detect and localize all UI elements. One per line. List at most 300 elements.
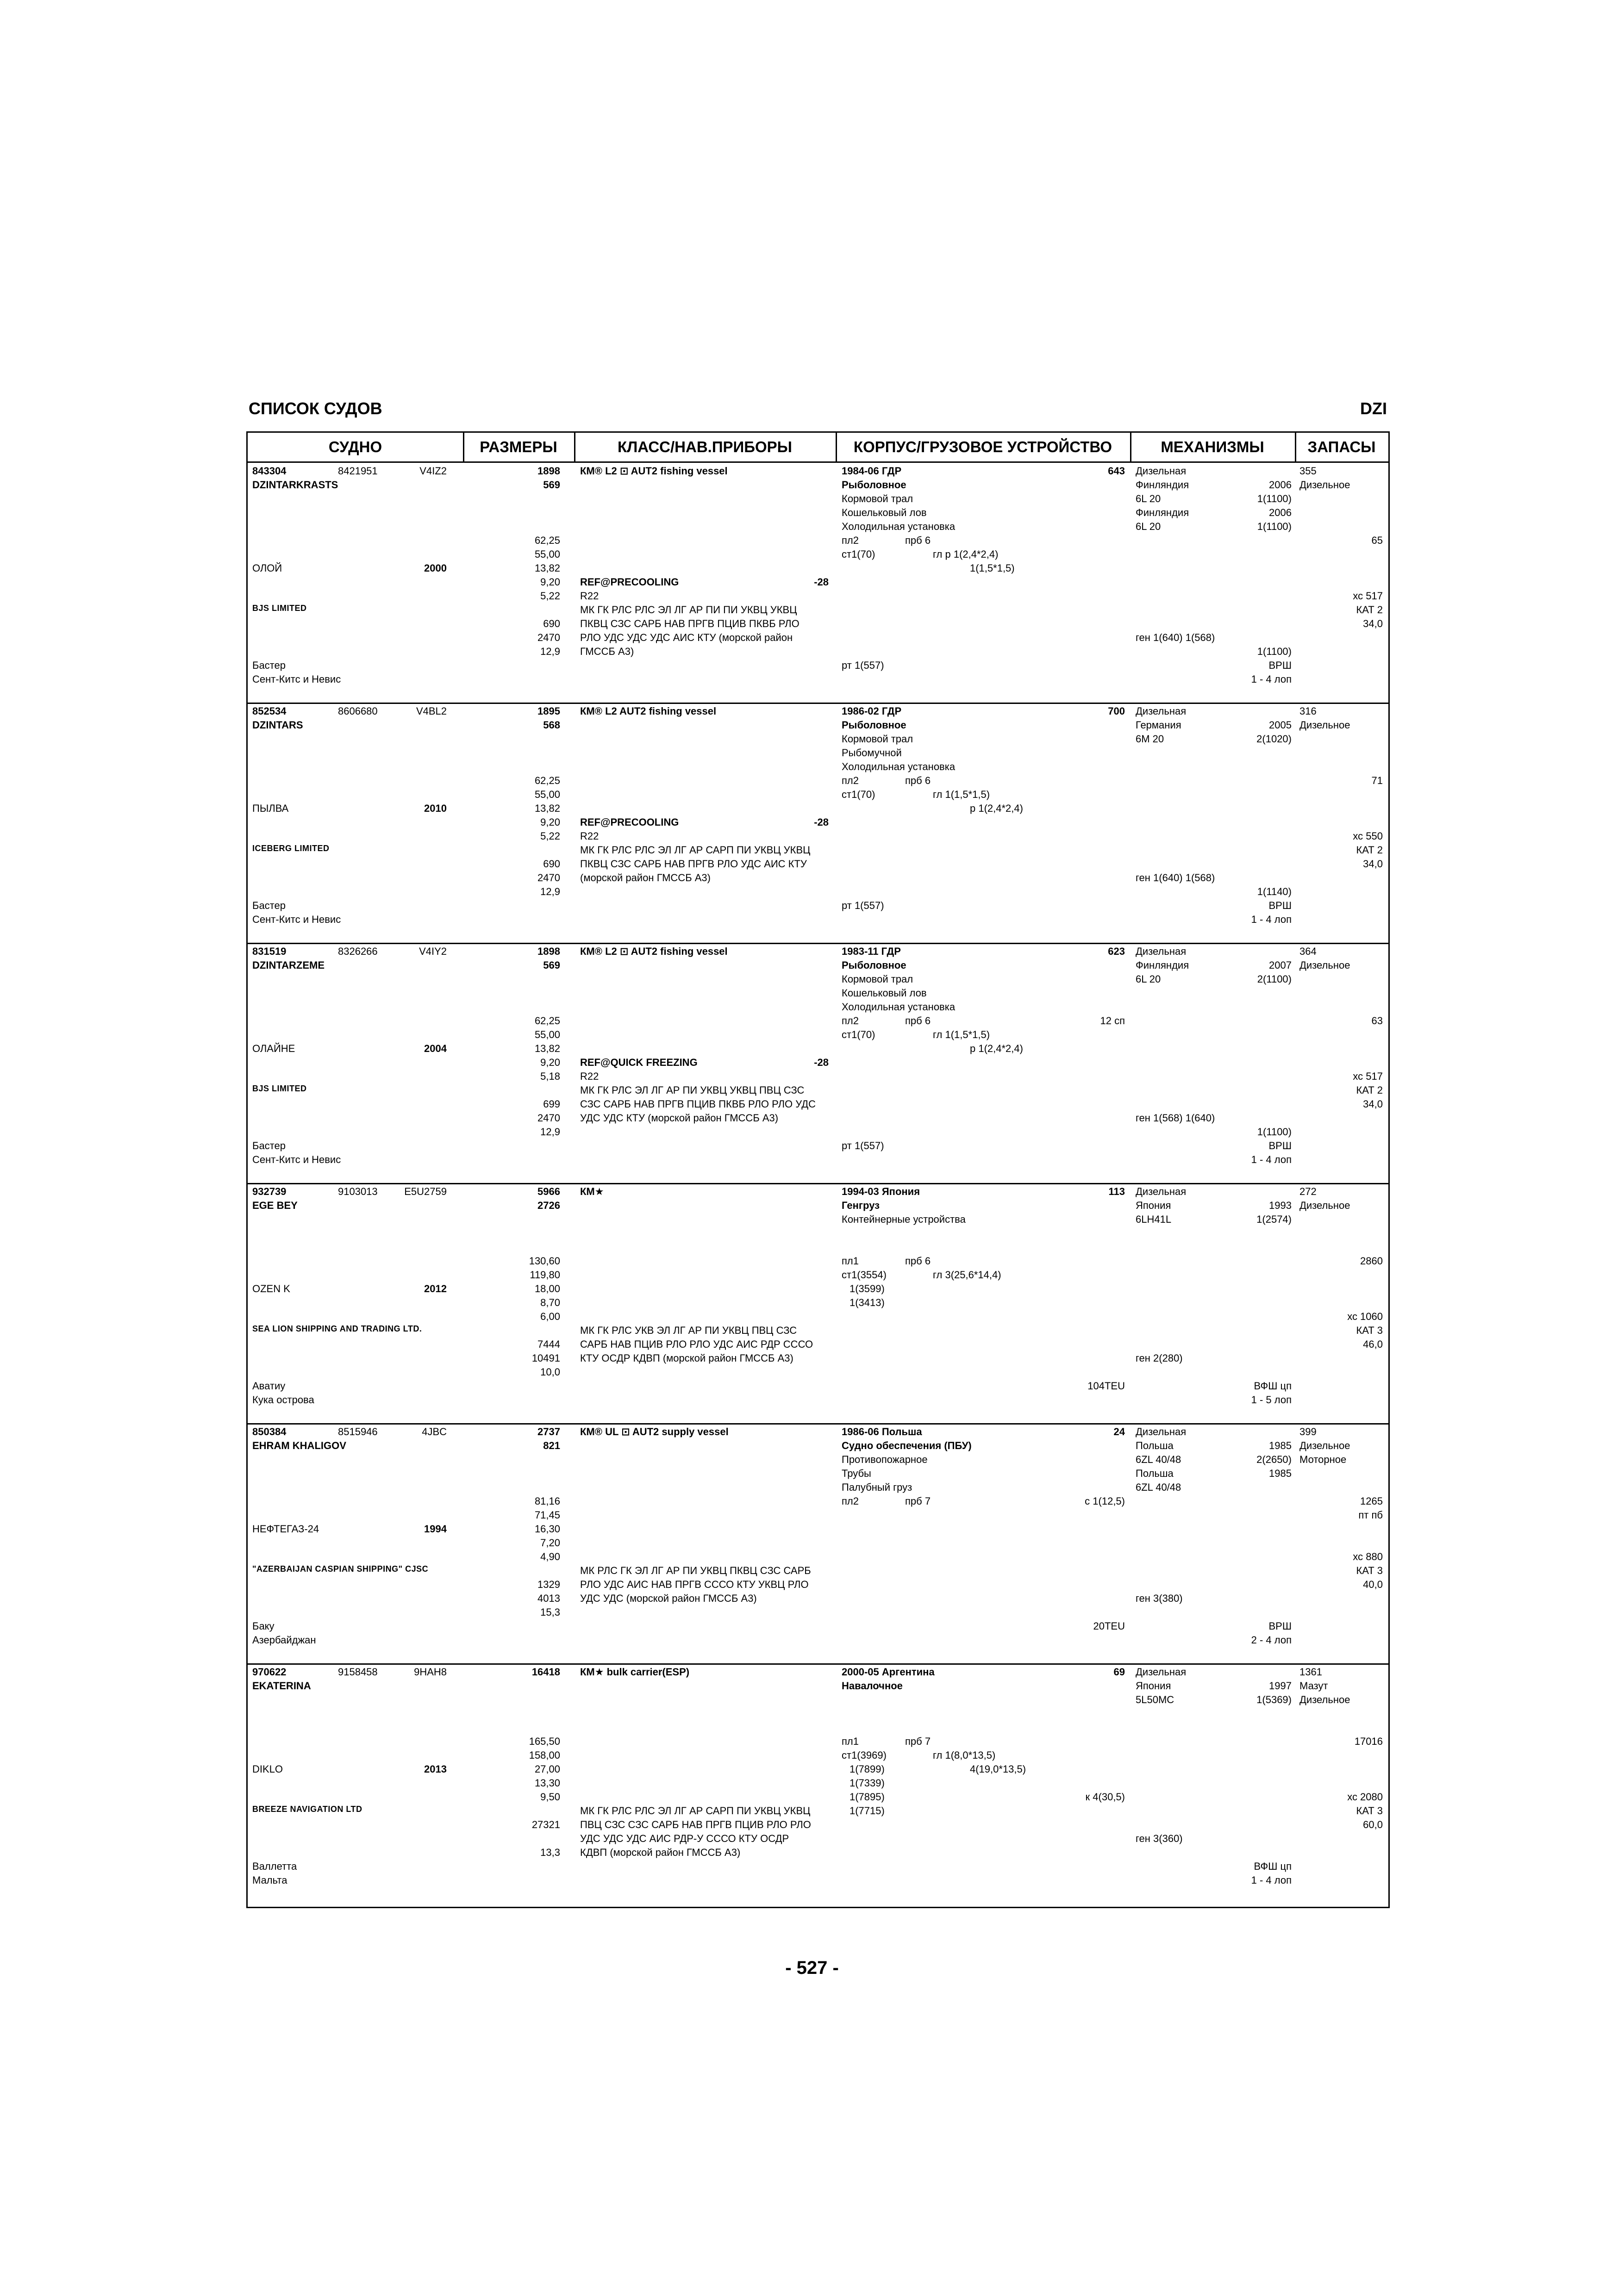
ship-name: DZINTARZEME xyxy=(252,959,325,971)
hold-capacity: 1(7899) xyxy=(849,1763,885,1775)
hull-type-line: Холодильная установка xyxy=(842,761,956,772)
engine-line: 6ZL 40/48 xyxy=(1136,1481,1181,1493)
fuel-stock: 399 xyxy=(1299,1426,1317,1437)
fuel-capacity: 71 xyxy=(1371,775,1383,786)
size-loa: 62,25 xyxy=(534,1015,560,1027)
bulkheads: прб 7 xyxy=(905,1495,931,1507)
size-depth: 13,30 xyxy=(534,1777,560,1789)
build-year-country: 1986-06 Польша xyxy=(842,1426,922,1437)
engine-line: 5L50MC xyxy=(1136,1694,1174,1705)
generator-line: ген 3(380) xyxy=(1136,1593,1183,1604)
engine-line: Дизельная xyxy=(1136,946,1187,957)
port-of-registry: Бастер xyxy=(252,660,286,671)
imo-number: 9103013 xyxy=(338,1186,378,1197)
engine-value: 2(1020) xyxy=(1256,733,1292,745)
engine-value: 2(2650) xyxy=(1256,1454,1292,1465)
generator-line: ген 3(360) xyxy=(1136,1833,1183,1844)
generator-line: 1(1100) xyxy=(1257,1126,1292,1138)
rt-capacity: рт 1(557) xyxy=(842,1140,884,1151)
engine-value: 2(1100) xyxy=(1257,973,1292,985)
former-name-year: 2000 xyxy=(424,562,447,574)
nav-equipment-line: ПВЦ СЗС СЗС САРБ НАВ ПРГВ ПЦИВ РЛО РЛО xyxy=(580,1819,811,1830)
section-code: DZI xyxy=(1360,399,1387,418)
bulkheads: прб 6 xyxy=(905,535,931,546)
hull-type-line: Холодильная установка xyxy=(842,521,956,532)
size-dw: 7444 xyxy=(537,1338,560,1350)
call-sign: V4BL2 xyxy=(416,705,447,717)
size-depth: 9,20 xyxy=(540,576,560,588)
hull-type-line: Рыболовное xyxy=(842,719,906,731)
hull-type-line: Контейнерные устройства xyxy=(842,1213,966,1225)
build-year-country: 2000-05 Аргентина xyxy=(842,1666,935,1678)
size-loa: 130,60 xyxy=(529,1255,560,1267)
former-name-year: 2004 xyxy=(424,1043,447,1054)
imo-number: 8515946 xyxy=(338,1426,378,1437)
fuel-type: Дизельное xyxy=(1299,1200,1350,1211)
flag: Мальта xyxy=(252,1874,287,1886)
size-lbp: 71,45 xyxy=(534,1509,560,1521)
nav-equipment-line: МК ГК РЛС РЛС ЭЛ ЛГ АР САРП ПИ УКВЦ УКВЦ xyxy=(580,844,811,856)
column-header-hull: КОРПУС/ГРУЗОВОЕ УСТРОЙСТВО xyxy=(853,438,1112,455)
size-dw: 27321 xyxy=(531,1819,560,1830)
fuel-capacity: 2860 xyxy=(1360,1255,1383,1267)
reg-number: 843304 xyxy=(252,465,287,477)
engine-value: 2006 xyxy=(1269,507,1292,518)
owner: BREEZE NAVIGATION LTD xyxy=(252,1804,362,1814)
engine-value: 2007 xyxy=(1269,959,1292,971)
column-header-stores: ЗАПАСЫ xyxy=(1307,438,1376,455)
nav-equipment-line: (морской район ГМССБ А3) xyxy=(580,872,711,884)
cranes: к 4(30,5) xyxy=(1085,1791,1125,1803)
propulsion: ВРШ xyxy=(1268,1140,1292,1151)
nav-equipment-line: САРБ НАВ ПЦИВ РЛО РЛО УДС АИС РДР СССО xyxy=(580,1338,813,1350)
imo-number: 8326266 xyxy=(338,946,378,957)
holds: ст1(3554) xyxy=(842,1269,887,1281)
class-notation: КМ★ xyxy=(580,1186,604,1197)
hatches: гл р 1(2,4*2,4) xyxy=(933,548,999,560)
generator-line: 1(1140) xyxy=(1257,886,1292,897)
former-name: ОЛОЙ xyxy=(252,562,282,574)
decks: пл1 xyxy=(842,1736,859,1747)
ship-name: DZINTARS xyxy=(252,719,303,731)
imo-number: 8606680 xyxy=(338,705,378,717)
page-number: - 527 - xyxy=(785,1958,839,1978)
engine-line: 6L 20 xyxy=(1136,493,1161,504)
flag: Сент-Китс и Невис xyxy=(252,914,341,925)
net-tonnage: 821 xyxy=(543,1440,560,1451)
size-depth: 7,20 xyxy=(540,1537,560,1549)
entry-divider xyxy=(248,1183,1388,1184)
horsepower: хс 2080 xyxy=(1347,1791,1383,1803)
size-speed: 12,9 xyxy=(540,1126,560,1138)
former-name-year: 1994 xyxy=(424,1523,447,1535)
fuel-type: Дизельное xyxy=(1299,719,1350,731)
engine-value: 1985 xyxy=(1269,1468,1292,1479)
refrigerant: R22 xyxy=(580,830,599,842)
owner: "AZERBAIJAN CASPIAN SHIPPING" CJSC xyxy=(252,1564,429,1574)
port-of-registry: Валлетта xyxy=(252,1860,297,1872)
size-displ: 2470 xyxy=(537,872,560,884)
crew-count: 24 xyxy=(1113,1426,1125,1437)
former-name: OZEN K xyxy=(252,1283,290,1294)
owner: ICEBERG LIMITED xyxy=(252,844,330,853)
propeller-blades: 2 - 4 лоп xyxy=(1251,1634,1292,1646)
holds: ст1(70) xyxy=(842,1029,875,1040)
size-breadth: 13,82 xyxy=(534,562,560,574)
class-notation: КМ® UL ⊡ AUT2 supply vessel xyxy=(580,1426,729,1437)
size-loa: 62,25 xyxy=(534,535,560,546)
engine-value: 2006 xyxy=(1269,479,1292,491)
category: КАТ 2 xyxy=(1356,604,1383,616)
fuel-capacity: 65 xyxy=(1371,535,1383,546)
column-header-ship: СУДНО xyxy=(328,438,382,455)
hold-capacity: 1(3413) xyxy=(849,1297,885,1308)
engine-line: Япония xyxy=(1136,1200,1171,1211)
nav-equipment-line: РЛО УДС УДС УДС АИС КТУ (морской район xyxy=(580,632,793,643)
hatches: гл 1(1,5*1,5) xyxy=(933,789,990,800)
hull-type-line: Трубы xyxy=(842,1468,871,1479)
column-divider xyxy=(836,433,837,461)
size-lbp: 55,00 xyxy=(534,548,560,560)
size-breadth: 18,00 xyxy=(534,1283,560,1294)
flag: Азербайджан xyxy=(252,1634,316,1646)
category: КАТ 2 xyxy=(1356,844,1383,856)
refrigeration-class: REF@PRECOOLING xyxy=(580,576,679,588)
propeller-blades: 1 - 4 лоп xyxy=(1251,914,1292,925)
size-dw: 690 xyxy=(543,858,560,870)
reg-number: 850384 xyxy=(252,1426,287,1437)
ship-name: EGE BEY xyxy=(252,1200,298,1211)
reg-number: 831519 xyxy=(252,946,287,957)
engine-line: 6M 20 xyxy=(1136,733,1164,745)
fuel-capacity: 63 xyxy=(1371,1015,1383,1027)
hatches: гл 3(25,6*14,4) xyxy=(933,1269,1001,1281)
size-depth: 9,20 xyxy=(540,1057,560,1068)
hatches-extra: 1(1,5*1,5) xyxy=(970,562,1015,574)
category: КАТ 2 xyxy=(1356,1084,1383,1096)
build-year-country: 1984-06 ГДР xyxy=(842,465,902,477)
size-dw: 690 xyxy=(543,618,560,629)
propeller-blades: 1 - 4 лоп xyxy=(1251,673,1292,685)
engine-value: 1985 xyxy=(1269,1440,1292,1451)
category-value: 46,0 xyxy=(1363,1338,1383,1350)
net-tonnage: 568 xyxy=(543,719,560,731)
hull-type-line: Кормовой трал xyxy=(842,493,913,504)
column-header-class: КЛАСС/НАВ.ПРИБОРЫ xyxy=(618,438,792,455)
category-value: 40,0 xyxy=(1363,1579,1383,1590)
nav-equipment-line: СЗС САРБ НАВ ПРГВ ПЦИВ ПКВБ РЛО РЛО УДС xyxy=(580,1098,816,1110)
size-draft: 5,18 xyxy=(540,1070,560,1082)
category-value: 34,0 xyxy=(1363,858,1383,870)
ship-name: EHRAM KHALIGOV xyxy=(252,1440,346,1451)
hatches-extra: р 1(2,4*2,4) xyxy=(970,1043,1023,1054)
size-breadth: 16,30 xyxy=(534,1523,560,1535)
crew-count: 69 xyxy=(1113,1666,1125,1678)
engine-line: Дизельная xyxy=(1136,1186,1187,1197)
deck-extra: с 1(12,5) xyxy=(1085,1495,1125,1507)
engine-value: 1(1100) xyxy=(1257,521,1292,532)
entry-divider xyxy=(248,1663,1388,1665)
propeller-blades: 1 - 4 лоп xyxy=(1251,1874,1292,1886)
flag: Кука острова xyxy=(252,1394,314,1406)
fuel-stock: 316 xyxy=(1299,705,1317,717)
engine-line: Япония xyxy=(1136,1680,1171,1692)
fuel-type: Дизельное xyxy=(1299,1694,1350,1705)
crew-count: 113 xyxy=(1108,1186,1125,1197)
hull-type-line: Судно обеспечения (ПБУ) xyxy=(842,1440,972,1451)
gross-tonnage: 1895 xyxy=(537,705,560,717)
holds: ст1(3969) xyxy=(842,1749,887,1761)
column-divider xyxy=(574,433,575,461)
engine-line: Дизельная xyxy=(1136,465,1187,477)
size-lbp: 158,00 xyxy=(529,1749,560,1761)
former-name-year: 2010 xyxy=(424,803,447,814)
size-speed: 15,3 xyxy=(540,1606,560,1618)
engine-value: 1(5369) xyxy=(1256,1694,1292,1705)
fuel-type: Дизельное xyxy=(1299,1440,1350,1451)
class-notation: КМ® L2 ⊡ AUT2 fishing vessel xyxy=(580,946,728,957)
category-value: 60,0 xyxy=(1363,1819,1383,1830)
size-loa: 165,50 xyxy=(529,1736,560,1747)
column-divider xyxy=(463,433,464,461)
engine-line: Финляндия xyxy=(1136,507,1189,518)
bulkheads: прб 6 xyxy=(905,1255,931,1267)
refrigeration-temp: -28 xyxy=(814,1057,829,1068)
build-year-country: 1986-02 ГДР xyxy=(842,705,902,717)
rt-capacity: рт 1(557) xyxy=(842,660,884,671)
category: КАТ 3 xyxy=(1356,1325,1383,1336)
gross-tonnage: 2737 xyxy=(537,1426,560,1437)
column-divider xyxy=(1295,433,1296,461)
category-value: 34,0 xyxy=(1363,1098,1383,1110)
refrigeration-temp: -28 xyxy=(814,576,829,588)
hull-type-line: Генгруз xyxy=(842,1200,880,1211)
generator-line: ген 1(640) 1(568) xyxy=(1136,872,1215,884)
fuel-type: Мазут xyxy=(1299,1680,1328,1692)
hull-type-line: Рыболовное xyxy=(842,959,906,971)
nav-equipment-line: РЛО УДС АИС НАВ ПРГВ СССО КТУ УКВЦ РЛО xyxy=(580,1579,809,1590)
flag: Сент-Китс и Невис xyxy=(252,673,341,685)
teu-capacity: 104TEU xyxy=(1087,1380,1125,1392)
hull-type-line: Холодильная установка xyxy=(842,1001,956,1013)
category-value: 34,0 xyxy=(1363,618,1383,629)
hatches-extra: 4(19,0*13,5) xyxy=(970,1763,1026,1775)
fuel-stock: 364 xyxy=(1299,946,1317,957)
nav-equipment-line: МК РЛС ГК ЭЛ ЛГ АР ПИ УКВЦ ПКВЦ СЗС САРБ xyxy=(580,1565,811,1576)
teu-capacity: 20TEU xyxy=(1093,1620,1125,1632)
gross-tonnage: 16418 xyxy=(531,1666,560,1678)
decks: пл2 xyxy=(842,535,859,546)
hull-type-line: Кошельковый лов xyxy=(842,987,927,999)
holds: ст1(70) xyxy=(842,548,875,560)
propulsion: ВРШ xyxy=(1268,900,1292,911)
nav-equipment-line: КДВП (морской район ГМССБ А3) xyxy=(580,1847,741,1858)
size-loa: 81,16 xyxy=(534,1495,560,1507)
net-tonnage: 2726 xyxy=(537,1200,560,1211)
generator-line: ген 2(280) xyxy=(1136,1352,1183,1364)
holds: ст1(70) xyxy=(842,789,875,800)
generator-line: ген 1(640) 1(568) xyxy=(1136,632,1215,643)
size-speed: 12,9 xyxy=(540,646,560,657)
fuel-stock: 272 xyxy=(1299,1186,1317,1197)
owner: BJS LIMITED xyxy=(252,604,307,613)
fuel-stock: 1361 xyxy=(1299,1666,1322,1678)
size-speed: 10,0 xyxy=(540,1366,560,1378)
hold-capacity: 1(7895) xyxy=(849,1791,885,1803)
decks: пл1 xyxy=(842,1255,859,1267)
former-name: DIKLO xyxy=(252,1763,283,1775)
hatches-extra: р 1(2,4*2,4) xyxy=(970,803,1023,814)
call-sign: V4IY2 xyxy=(419,946,447,957)
former-name: НЕФТЕГАЗ-24 xyxy=(252,1523,319,1535)
fuel-type: Дизельное xyxy=(1299,479,1350,491)
port-of-registry: Аватиу xyxy=(252,1380,286,1392)
decks: пл2 xyxy=(842,775,859,786)
size-breadth: 27,00 xyxy=(534,1763,560,1775)
nav-equipment-line: МК ГК РЛС РЛС ЭЛ ЛГ АР ПИ ПИ УКВЦ УКВЦ xyxy=(580,604,797,616)
class-notation: КМ® L2 AUT2 fishing vessel xyxy=(580,705,717,717)
ship-name: DZINTARKRASTS xyxy=(252,479,338,491)
horsepower: хс 1060 xyxy=(1347,1311,1383,1322)
decks: пл2 xyxy=(842,1495,859,1507)
engine-line: Польша xyxy=(1136,1468,1174,1479)
former-name-year: 2012 xyxy=(424,1283,447,1294)
former-name: ПЫЛВА xyxy=(252,803,289,814)
hull-type-line: Палубный груз xyxy=(842,1481,912,1493)
engine-value: 1997 xyxy=(1269,1680,1292,1692)
header-divider xyxy=(248,461,1388,463)
entry-divider xyxy=(248,703,1388,704)
engine-line: 6LH41L xyxy=(1136,1213,1172,1225)
size-draft: 9,50 xyxy=(540,1791,560,1803)
refrigeration-class: REF@QUICK FREEZING xyxy=(580,1057,698,1068)
port-of-registry: Бастер xyxy=(252,1140,286,1151)
imo-number: 9158458 xyxy=(338,1666,378,1678)
fuel-stock: 355 xyxy=(1299,465,1317,477)
size-draft: 5,22 xyxy=(540,590,560,602)
nav-equipment-line: УДС УДС (морской район ГМССБ А3) xyxy=(580,1593,757,1604)
horsepower: хс 880 xyxy=(1353,1551,1383,1562)
refrigeration-class: REF@PRECOOLING xyxy=(580,816,679,828)
engine-line: Финляндия xyxy=(1136,959,1189,971)
bulkheads: прб 6 xyxy=(905,1015,931,1027)
owner: SEA LION SHIPPING AND TRADING LTD. xyxy=(252,1324,422,1333)
port-of-registry: Баку xyxy=(252,1620,275,1632)
gross-tonnage: 1898 xyxy=(537,946,560,957)
engine-value: 2005 xyxy=(1269,719,1292,731)
owner: BJS LIMITED xyxy=(252,1084,307,1093)
size-displ: 2470 xyxy=(537,632,560,643)
category: КАТ 3 xyxy=(1356,1805,1383,1817)
engine-line: 6L 20 xyxy=(1136,973,1161,985)
refrigeration-temp: -28 xyxy=(814,816,829,828)
hull-type-line: Кормовой трал xyxy=(842,733,913,745)
hatches: гл 1(1,5*1,5) xyxy=(933,1029,990,1040)
gross-tonnage: 5966 xyxy=(537,1186,560,1197)
crew-count: 623 xyxy=(1108,946,1125,957)
ship-register-table xyxy=(246,431,1390,1908)
nav-equipment-line: МК ГК РЛС ЭЛ ЛГ АР ПИ УКВЦ УКВЦ ПВЦ СЗС xyxy=(580,1084,805,1096)
former-name-year: 2013 xyxy=(424,1763,447,1775)
category: КАТ 3 xyxy=(1356,1565,1383,1576)
net-tonnage: 569 xyxy=(543,959,560,971)
hull-type-line: Кошельковый лов xyxy=(842,507,927,518)
fuel-type: Дизельное xyxy=(1299,959,1350,971)
engine-line: Дизельная xyxy=(1136,1426,1187,1437)
size-dw: 699 xyxy=(543,1098,560,1110)
hatches: гл 1(8,0*13,5) xyxy=(933,1749,996,1761)
propeller-blades: 1 - 4 лоп xyxy=(1251,1154,1292,1165)
generator-line: ген 1(568) 1(640) xyxy=(1136,1112,1215,1124)
hull-type-line: Рыбомучной xyxy=(842,747,902,759)
port-of-registry: Бастер xyxy=(252,900,286,911)
ship-name: EKATERINA xyxy=(252,1680,311,1692)
bulkheads: прб 6 xyxy=(905,775,931,786)
rt-capacity: рт 1(557) xyxy=(842,900,884,911)
fuel-grade: пт пб xyxy=(1358,1509,1383,1521)
decks: пл2 xyxy=(842,1015,859,1027)
deck-extra: 12 сп xyxy=(1100,1015,1125,1027)
propulsion: ВРШ xyxy=(1268,660,1292,671)
engine-line: Дизельная xyxy=(1136,1666,1187,1678)
bulkheads: прб 7 xyxy=(905,1736,931,1747)
column-header-sizes: РАЗМЕРЫ xyxy=(480,438,557,455)
horsepower: хс 517 xyxy=(1353,590,1383,602)
engine-line: 6L 20 xyxy=(1136,521,1161,532)
entry-divider xyxy=(248,943,1388,944)
hold-capacity: 1(7715) xyxy=(849,1805,885,1817)
size-depth: 8,70 xyxy=(540,1297,560,1308)
size-breadth: 13,82 xyxy=(534,803,560,814)
call-sign: V4IZ2 xyxy=(419,465,447,477)
entry-divider xyxy=(248,1423,1388,1425)
call-sign: E5U2759 xyxy=(404,1186,447,1197)
propeller-blades: 1 - 5 лоп xyxy=(1251,1394,1292,1406)
former-name: ОЛАЙНЕ xyxy=(252,1043,295,1054)
column-header-machinery: МЕХАНИЗМЫ xyxy=(1161,438,1264,455)
nav-equipment-line: ПКВЦ СЗС САРБ НАВ ПРГВ РЛО УДС АИС КТУ xyxy=(580,858,807,870)
imo-number: 8421951 xyxy=(338,465,378,477)
size-lbp: 119,80 xyxy=(530,1269,560,1281)
size-draft: 4,90 xyxy=(540,1551,560,1562)
build-year-country: 1994-03 Япония xyxy=(842,1186,920,1197)
engine-line: Финляндия xyxy=(1136,479,1189,491)
propulsion: ВФШ цп xyxy=(1254,1380,1292,1392)
nav-equipment-line: МК ГК РЛС РЛС ЭЛ ЛГ АР САРП ПИ УКВЦ УКВЦ xyxy=(580,1805,811,1817)
nav-equipment-line: ПКВЦ СЗС САРБ НАВ ПРГВ ПЦИВ ПКВБ РЛО xyxy=(580,618,800,629)
nav-equipment-line: ГМССБ А3) xyxy=(580,646,634,657)
size-displ: 4013 xyxy=(537,1593,560,1604)
nav-equipment-line: УДС УДС КТУ (морской район ГМССБ А3) xyxy=(580,1112,779,1124)
hold-capacity: 1(7339) xyxy=(849,1777,885,1789)
size-speed: 12,9 xyxy=(540,886,560,897)
size-draft: 5,22 xyxy=(540,830,560,842)
class-notation: КМ® L2 ⊡ AUT2 fishing vessel xyxy=(580,465,728,477)
size-breadth: 13,82 xyxy=(534,1043,560,1054)
size-lbp: 55,00 xyxy=(534,1029,560,1040)
build-year-country: 1983-11 ГДР xyxy=(842,946,901,957)
crew-count: 643 xyxy=(1108,465,1125,477)
hull-type-line: Рыболовное xyxy=(842,479,906,491)
engine-value: 1(1100) xyxy=(1257,493,1292,504)
horsepower: хс 517 xyxy=(1353,1070,1383,1082)
engine-line: Польша xyxy=(1136,1440,1174,1451)
engine-line: Дизельная xyxy=(1136,705,1187,717)
nav-equipment-line: УДС УДС УДС АИС РДР-У СССО КТУ ОСДР xyxy=(580,1833,789,1844)
engine-value: 1993 xyxy=(1269,1200,1292,1211)
fuel-capacity: 17016 xyxy=(1354,1736,1383,1747)
horsepower: хс 550 xyxy=(1353,830,1383,842)
